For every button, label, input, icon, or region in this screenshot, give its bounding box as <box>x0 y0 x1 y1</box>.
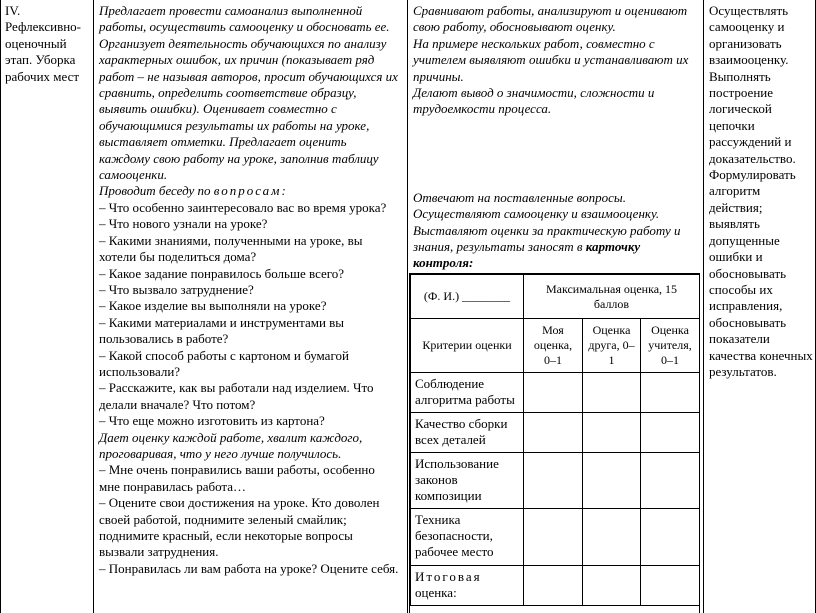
score-cell[interactable] <box>583 413 641 453</box>
question-item: – Что нового узнали на уроке? <box>99 216 268 232</box>
stage-title: IV. Рефлексивно-оценочный этап. Уборка рабочих мест <box>5 3 81 84</box>
conversation-line <box>99 183 399 199</box>
score-cell[interactable] <box>524 566 583 606</box>
column-divider <box>93 0 94 613</box>
question-item: – Что еще можно изготовить из картона? <box>99 413 325 429</box>
question-item: – Расскажите, как вы работали над изделием. Что делали вначале? Что потом? <box>99 380 374 412</box>
teacher-score-header: Оценка учителя, 0–1 <box>641 319 700 373</box>
criterion-label: Техника безопасности, рабочее место <box>411 509 524 566</box>
teacher-intro: Предлагает провести самоанализ выполненной работы, осуществить самооценку и обосновать ее. Организует деятельность обучающихся по анализу характерных ошибок, их причин (показывает ряд работ – не называя авторов, просит обучающихся их сравнить, определить соответствие образцу, выявить ошибки). Оценивает совместно с обучающимися результаты их работы на уроке, выставляет отметки. Предлагает оценить каждому свою работу на уроке, заполнив таблицу самооценки. <box>99 3 398 183</box>
score-cell[interactable] <box>524 413 583 453</box>
conversation-questions-word: вопросам: <box>213 183 288 199</box>
score-cell[interactable] <box>583 566 641 606</box>
column-divider <box>407 0 408 613</box>
score-cell[interactable] <box>583 373 641 413</box>
conversation-prefix: Проводит беседу по <box>99 183 211 199</box>
student-text: Делают вывод о значимости, сложности и трудоемкости процесса. <box>413 85 655 117</box>
control-card <box>409 273 700 613</box>
criterion-label: Соблюдение алгоритма работы <box>411 373 524 413</box>
score-cell[interactable] <box>583 509 641 566</box>
criterion-label: Использование законов композиции <box>411 453 524 509</box>
question-item: – Что вызвало затруднение? <box>99 281 254 297</box>
stage-cell <box>5 3 89 85</box>
score-cell[interactable] <box>641 373 700 413</box>
competencies-cell <box>709 3 813 380</box>
praise-text: Дает оценку каждой работе, хвалит каждого, проговаривая, что у него лучше получилось. <box>99 429 363 461</box>
control-card-table <box>410 274 700 606</box>
score-cell[interactable] <box>583 453 641 509</box>
teacher-activity-cell <box>99 3 399 577</box>
criteria-row <box>411 509 700 566</box>
score-cell[interactable] <box>524 373 583 413</box>
criteria-row <box>411 453 700 509</box>
name-field: (Ф. И.) ________ <box>411 275 524 319</box>
card-header-row <box>411 275 700 319</box>
question-item: – Какими материалами и инструментами вы пользовались в работе? <box>99 314 345 347</box>
total-label <box>411 566 524 606</box>
student-text: На примере нескольких работ, совместно с учителем выявляют ошибки и устанавливают их причины. <box>413 35 689 84</box>
criteria-header: Критерии оценки <box>411 319 524 373</box>
student-activity-cell <box>413 3 698 272</box>
student-answer: Отвечают на поставленные вопросы. <box>413 189 626 205</box>
total-row <box>411 566 700 606</box>
max-score-header: Максимальная оценка, 15 баллов <box>524 275 700 319</box>
question-item: – Какое изделие вы выполняли на уроке? <box>99 298 327 314</box>
total-rest: оценка: <box>415 585 457 600</box>
competencies-text: Осуществлять самооценку и организовать взаимооценку. Выполнять построение логической цепочки рассуждений и доказательство. Формулировать алгоритм действия; выявлять допущенные ошибки и обосновывать способы их исправления, обосновывать показатели качества конечных результатов. <box>709 3 813 379</box>
score-cell[interactable] <box>641 509 700 566</box>
control-card-label: карточку контроля: <box>413 239 641 271</box>
question-item: – Какими знаниями, полученными на уроке, вы хотели бы поделиться дома? <box>99 232 363 265</box>
score-cell[interactable] <box>641 413 700 453</box>
grading-text: Выставляют оценки за практическую работу и знания, результаты заносят в <box>413 222 681 255</box>
question-item: – Что особенно заинтересовало вас во время урока? <box>99 199 387 215</box>
student-answer: Осуществляют самооценку и взаимооценку. <box>413 206 660 222</box>
self-score-header: Моя оценка, 0–1 <box>524 319 583 373</box>
card-subheader-row <box>411 319 700 373</box>
score-cell[interactable] <box>524 453 583 509</box>
grading-line <box>413 223 698 272</box>
total-word: Итоговая <box>415 569 482 584</box>
closing-item: – Мне очень понравились ваши работы, особенно мне понравилась работа… <box>99 462 375 494</box>
table-border-left <box>0 0 1 613</box>
score-cell[interactable] <box>641 453 700 509</box>
closing-item: – Оцените свои достижения на уроке. Кто доволен своей работой, поднимите зеленый смайлик; поднимите красный, если некоторые вопросы вызвали затруднения. <box>99 495 380 560</box>
peer-score-header: Оценка друга, 0–1 <box>583 319 641 373</box>
score-cell[interactable] <box>524 509 583 566</box>
closing-item: – Понравилась ли вам работа на уроке? Оцените себя. <box>99 560 399 576</box>
criteria-row <box>411 373 700 413</box>
column-divider <box>703 0 704 613</box>
question-item: – Какое задание понравилось больше всего? <box>99 265 345 281</box>
score-cell[interactable] <box>641 566 700 606</box>
student-text: Сравнивают работы, анализируют и оценивают свою работу, обосновывают оценку. <box>413 3 688 35</box>
question-item: – Какой способ работы с картоном и бумагой использовали? <box>99 347 349 379</box>
criteria-row <box>411 413 700 453</box>
criterion-label: Качество сборки всех деталей <box>411 413 524 453</box>
